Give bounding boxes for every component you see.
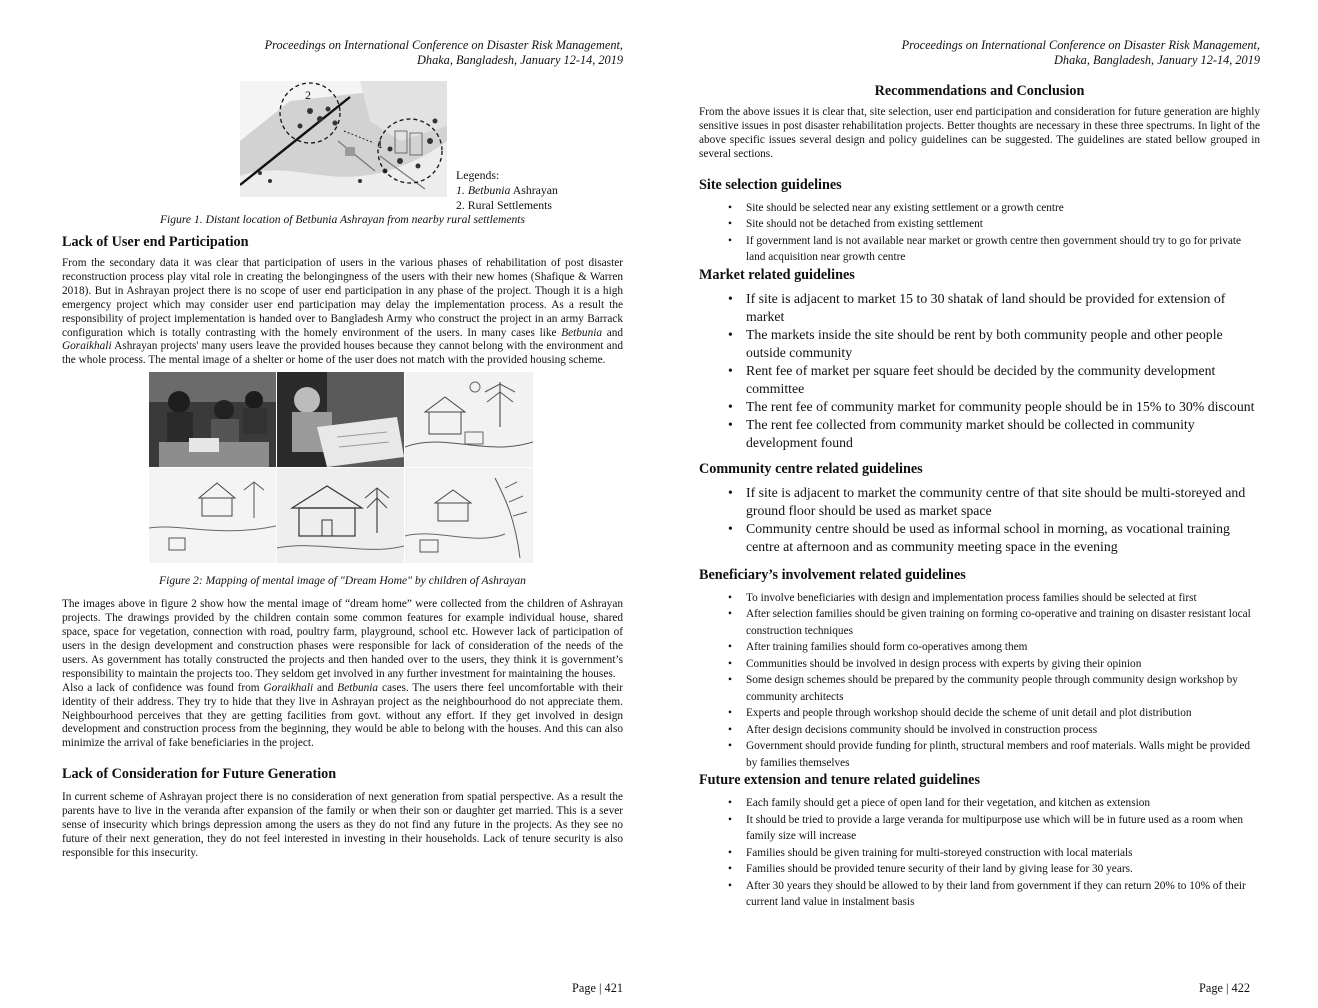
paragraph-intro: From the above issues it is clear that, site selection, user end participation and consideration for future generation are highly sensitive issues in post disaster rehabilitation projects. Better thoughts are necessary in these three spectrums. In light of the above specific issues several design and policy guidelines can be suggested. The guidelines are stated bellow grouped in several sections. xyxy=(699,106,1260,160)
list-item: • Experts and people through workshop should decide the scheme of unit detail and plot distribution xyxy=(699,705,1260,722)
list-item: • If site is adjacent to market the community centre of that site should be multi-storeyed and ground floor should be used as market space xyxy=(699,484,1260,520)
header-line-1: Proceedings on International Conference on Disaster Risk Management, xyxy=(264,38,623,52)
list-item: • Rent fee of market per square feet should be decided by the community development committee xyxy=(699,362,1260,398)
page-number: Page | 422 xyxy=(1199,981,1250,995)
list-beneficiary xyxy=(699,590,1260,772)
section-title-recommendations: Recommendations and Conclusion xyxy=(874,83,1085,99)
list-item: • If government land is not available near market or growth centre then government should try to go for private land acquisition near growth centre xyxy=(699,233,1260,266)
section-title-site-selection: Site selection guidelines xyxy=(699,176,842,193)
list-item: • Some design schemes should be prepared by the community people through community design workshop by community architects xyxy=(699,672,1260,705)
list-item: • Communities should be involved in design process with experts by giving their opinion xyxy=(699,656,1260,673)
header-line-2: Dhaka, Bangladesh, January 12-14, 2019 xyxy=(1054,53,1260,67)
drawing-dream-home-2 xyxy=(149,468,276,563)
section-title-beneficiary: Beneficiary’s involvement related guidelines xyxy=(699,566,966,583)
list-item: • Families should be provided tenure security of their land by giving lease for 30 years. xyxy=(699,861,1260,878)
list-item: • Site should not be detached from existing settlement xyxy=(699,216,1260,233)
section-title-market: Market related guidelines xyxy=(699,266,855,283)
drawing-dream-home-4 xyxy=(405,468,533,563)
drawing-dream-home-1 xyxy=(405,372,533,467)
figure-2-photo-grid xyxy=(149,372,533,563)
figure-1-caption: Figure 1. Distant location of Betbunia Ashrayan from nearby rural settlements xyxy=(159,213,526,226)
photo-child-drawing xyxy=(277,372,404,467)
page-header xyxy=(699,38,1260,68)
section-title-community-centre: Community centre related guidelines xyxy=(699,460,923,477)
section-title-future-generation: Lack of Consideration for Future Generation xyxy=(62,766,337,783)
page-number: Page | 421 xyxy=(572,981,623,995)
section-title-user-participation: Lack of User end Participation xyxy=(62,234,249,250)
list-item: • Site should be selected near any existing settlement or a growth centre xyxy=(699,200,1260,217)
list-item: • After training families should form co-operatives among them xyxy=(699,639,1260,656)
section-title-future-extension: Future extension and tenure related guidelines xyxy=(699,772,980,789)
header-line-1: Proceedings on International Conference on Disaster Risk Management, xyxy=(901,38,1260,52)
site-map-figure xyxy=(240,81,447,197)
paragraph-future-generation: In current scheme of Ashrayan project there is no consideration of next generation from spatial perspective. As a result the parents have to live in the veranda after expansion of the family or when their son or daughter get married. This is a sever sense of insecurity which brings depression among the users as they do not find any future in the projects. As they see no future of their next generation, they do not feel interested in investing in their households. Lack of tenure security is also responsible for this insecurity. xyxy=(62,791,623,859)
list-item: • Government should provide funding for plinth, structural members and roof materials. Walls might be provided by families themselves xyxy=(699,738,1260,771)
list-item: • Community centre should be used as informal school in morning, as vocational training centre at afternoon and as community meeting space in the evening xyxy=(699,520,1260,556)
legend-item-2: 2. Rural Settlements xyxy=(456,198,552,212)
map-marker-1: 1 xyxy=(377,137,383,151)
list-item: • It should be tried to provide a large veranda for multipurpose use which will be in future used as a room when family size will increase xyxy=(699,812,1260,845)
drawing-dream-home-3 xyxy=(277,468,404,563)
list-item: • The rent fee collected from community market should be collected in community development found xyxy=(699,416,1260,452)
list-future-extension xyxy=(699,795,1260,911)
list-item: • To involve beneficiaries with design and implementation process families should be selected at first xyxy=(699,590,1260,607)
list-site-selection xyxy=(699,200,1260,266)
list-market xyxy=(699,290,1260,452)
figure-1 xyxy=(62,81,623,213)
list-item: • After design decisions community should be involved in construction process xyxy=(699,722,1260,739)
list-item: • If site is adjacent to market 15 to 30 shatak of land should be provided for extension of market xyxy=(699,290,1260,326)
map-marker-2: 2 xyxy=(305,88,311,102)
header-line-2: Dhaka, Bangladesh, January 12-14, 2019 xyxy=(417,53,623,67)
paragraph-dream-home: The images above in figure 2 show how the mental image of “dream home” were collected from the children of Ashrayan projects. The drawings provided by the children contain some common features for example individual house, shared space, space for vegetation, connection with road, poultry farm, playground, school etc. However lack of participation of users in the design development and construction phases were responsible for lack of consideration of the needs of the users. As government has totally constructed the projects and then handed over to the users, they think it is government’s responsibility to maintain the projects too. They seldom get involved in any further investment for maintaining the houses. xyxy=(62,598,623,680)
list-item: • Each family should get a piece of open land for their vegetation, and kitchen as extension xyxy=(699,795,1260,812)
paragraph-user-participation: From the secondary data it was clear that participation of users in the various phases of rehabilitation of post disaster reconstruction process play vital role in creating the belongingness of the users with their new homes (Shafique & Warren 2018). But in Ashrayan project there is no scope of user end participation in any phase of the project. Though it is a high emergency project which may consider user end participation may delay the implementation process. As a result the responsibility of project implementation is handed over to Bangladesh Army who construct the project in an army Barrack configuration which is totally contrasting with the homely environment of the users. In many cases like Betbunia and Goraikhali Ashrayan projects' many users leave the provided houses because they cannot belong with the environment and the whole process. The mental image of a shelter or home of the user does not match with the provided housing scheme. xyxy=(62,257,623,367)
list-community-centre xyxy=(699,484,1260,556)
right-page xyxy=(659,0,1318,1008)
legend-title: Legends: xyxy=(456,168,500,182)
list-item: • After selection families should be given training on forming co-operative and training on disaster resistant local construction techniques xyxy=(699,606,1260,639)
list-item: • Families should be given training for multi-storeyed construction with local materials xyxy=(699,845,1260,862)
list-item: • After 30 years they should be allowed to by their land from government if they can return 20% to 10% of their current land value in instalment basis xyxy=(699,878,1260,911)
photo-children-group xyxy=(149,372,276,467)
page-header xyxy=(62,38,623,68)
list-item: • The rent fee of community market for community people should be in 15% to 30% discount xyxy=(699,398,1260,416)
legend-item-1: 1. Betbunia Ashrayan xyxy=(456,183,558,197)
paragraph-lack-of-confidence: Also a lack of confidence was found from Goraikhali and Betbunia cases. The users there feel uncomfortable with their identity of their address. They try to hide that they live in Ashrayan project as the neighbourhood do not appreciate them. Neighbourhood perceives that they are getting facilities from govt. without any effort. If they get involved in design development and construction process from the beginning, they would be able to belong with the houses. And this can also minimize the arrival of fake beneficiaries in the project. xyxy=(62,681,623,750)
figure-legend xyxy=(456,168,558,213)
list-item: • The markets inside the site should be rent by both community people and other people outside community xyxy=(699,326,1260,362)
figure-2-caption: Figure 2: Mapping of mental image of "Dream Home" by children of Ashrayan xyxy=(159,574,526,588)
